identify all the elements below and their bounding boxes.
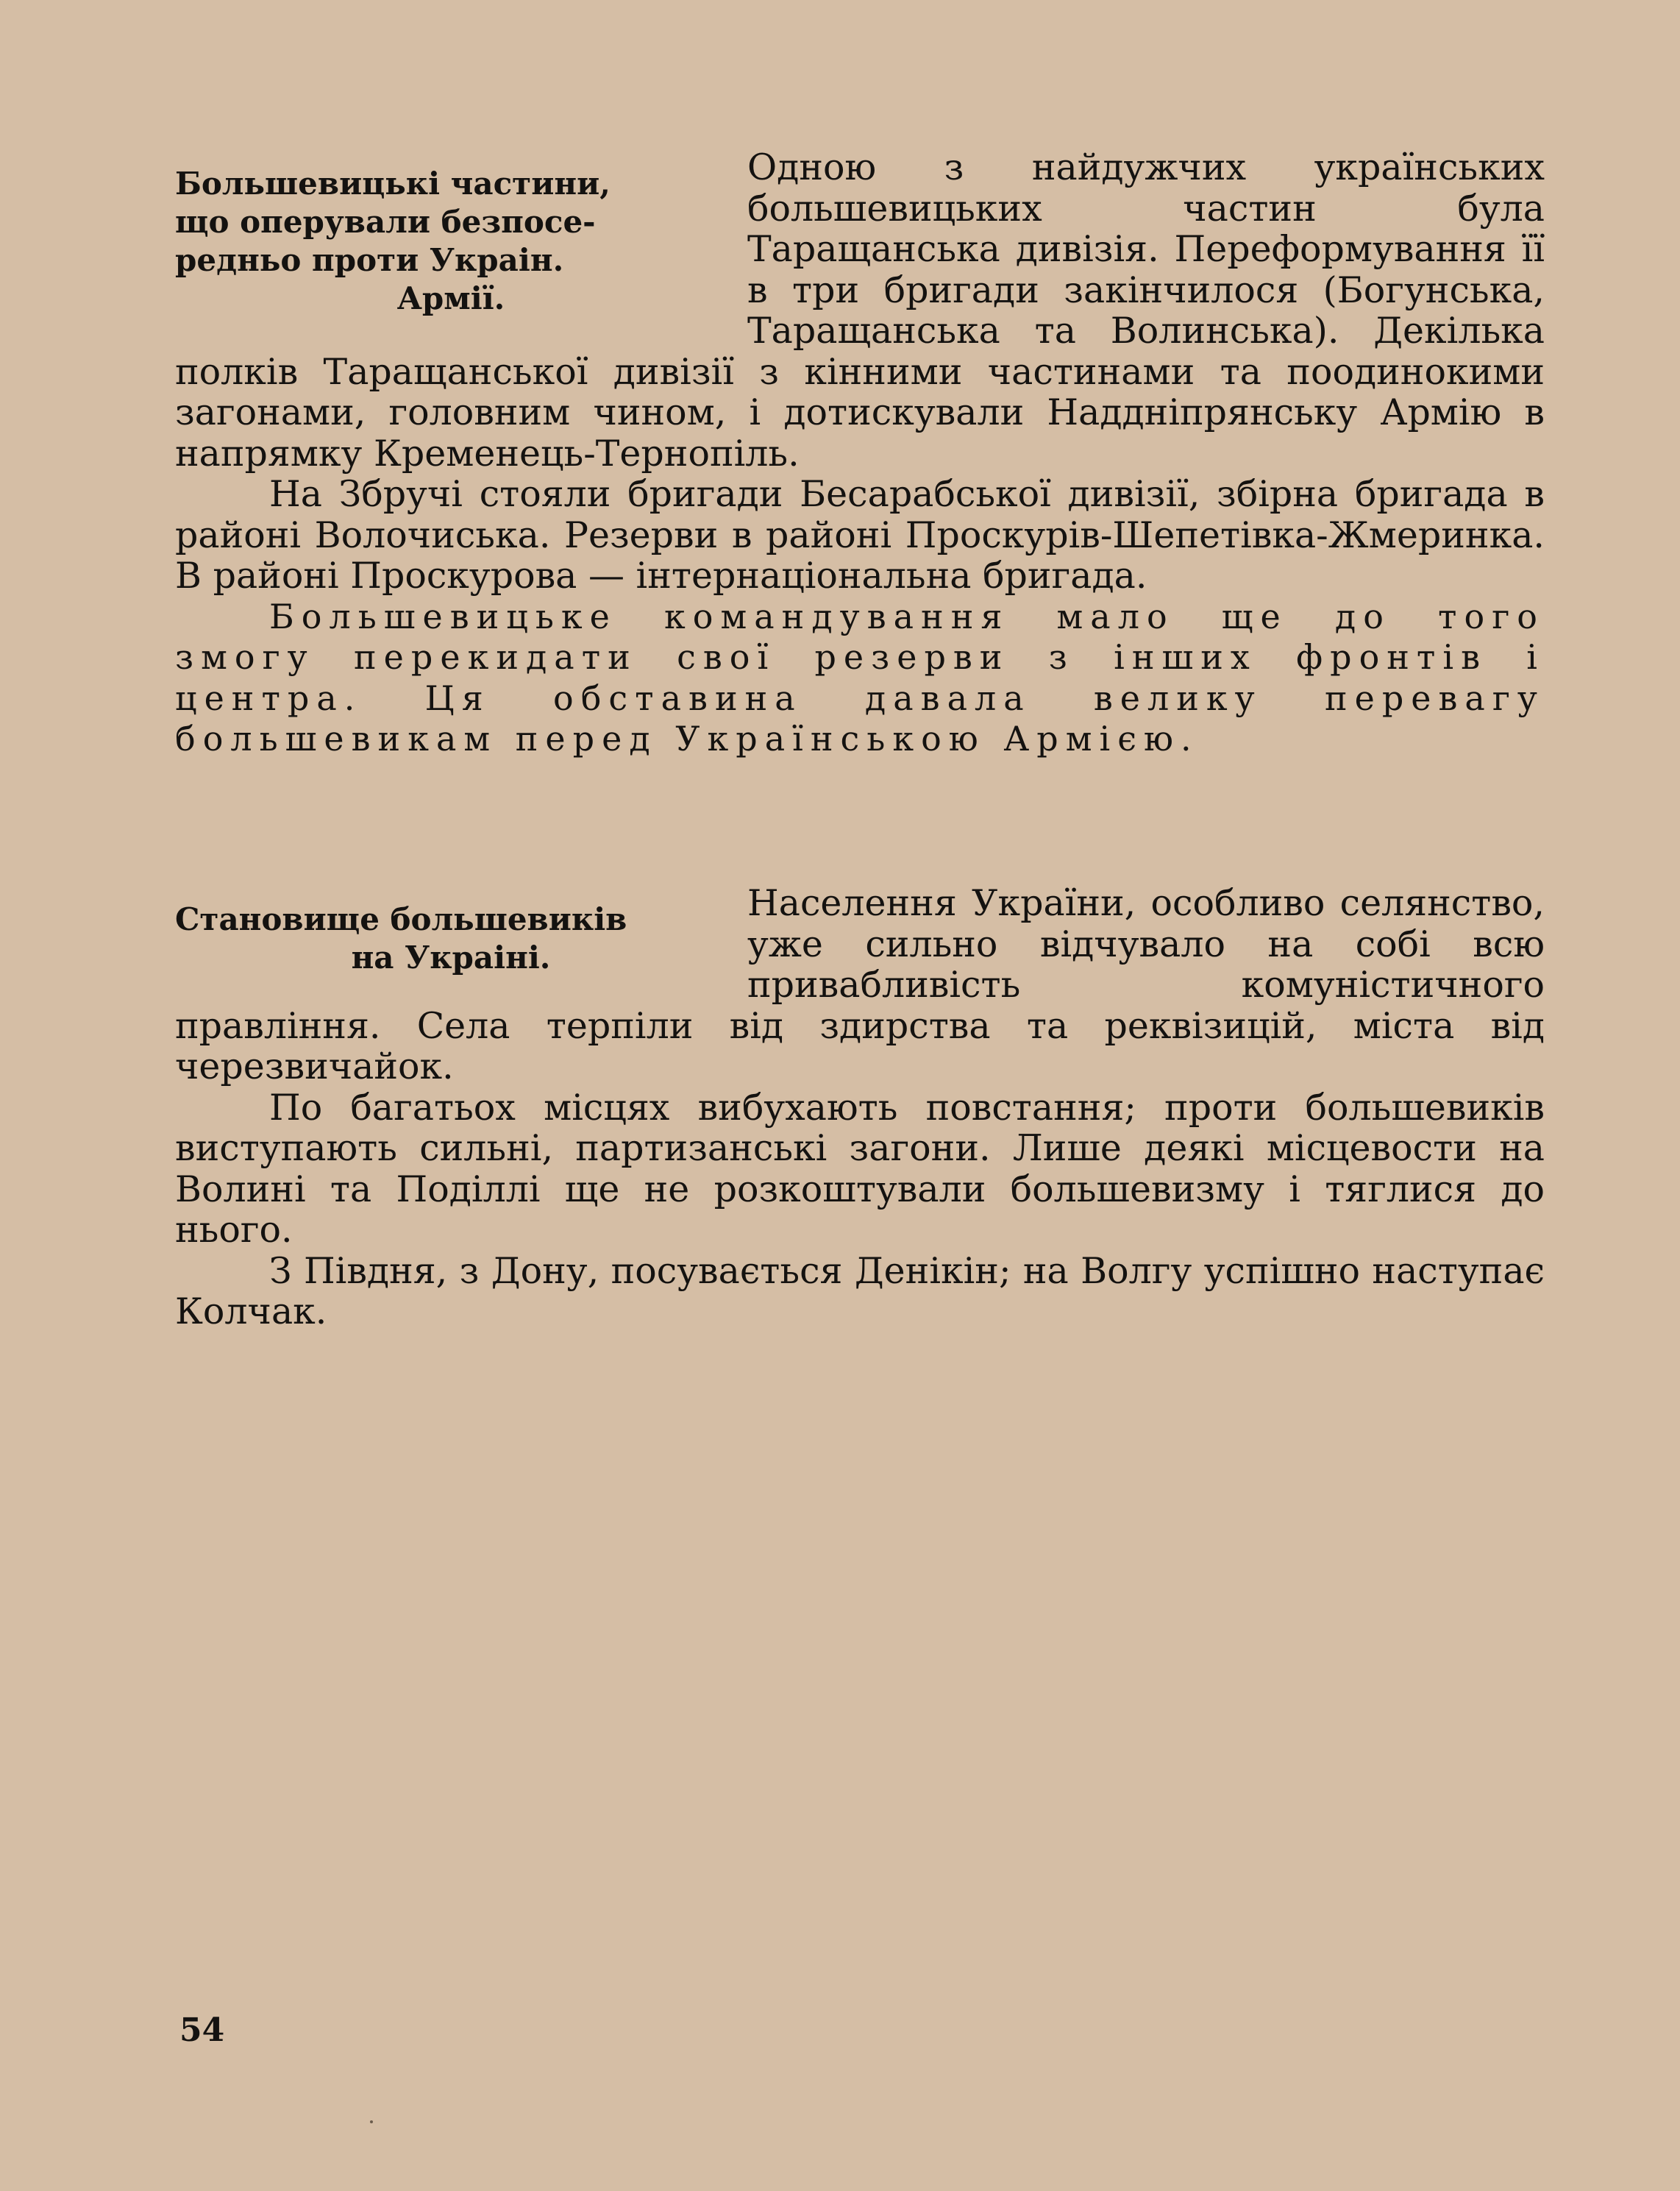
paper-speck bbox=[370, 2120, 373, 2123]
section-bolshevik-units bbox=[175, 147, 1545, 760]
side-heading bbox=[175, 165, 727, 318]
paragraph: Одною з найдужчих українських большевицьких частин була Таращанська дивізія. Переформування її в три бригади закінчилося (Богунська, Таращанська та Волинська). Декілька полків Таращанської дивізії з кінними частинами та поодинокими загонами, головним чином, і дотискували Наддніпрянську Армію в напрямку Кременець-Тернопіль. bbox=[175, 146, 1545, 475]
paragraph: На Збручі стояли бригади Бесарабської дивізії, збірна бригада в районі Волочиська. Резерви в районі Проскурів-Шепетівка-Жмеринка. В районі Проскурова — інтернаціональна бригада. bbox=[175, 473, 1545, 597]
paragraph: По багатьох місцях вибухають повстання; проти большевиків виступають сильні, партизанські загони. Лише деякі місцевости на Волині та Поділлі ще не розкоштували большевизму і тяглися до нього. bbox=[175, 1086, 1545, 1251]
paragraph: Населення України, особливо селянство, уже сильно відчувало на собі всю привабливість комуністичного правління. Села терпіли від здирства та реквізицій, міста від черезвичайок. bbox=[175, 882, 1545, 1087]
side-heading-line: редньо проти Украін. bbox=[175, 242, 564, 278]
side-heading-line: Становище большевиків bbox=[175, 901, 627, 937]
side-heading-line: що оперували безпосе- bbox=[175, 204, 596, 240]
page-number: 54 bbox=[179, 2011, 225, 2049]
side-heading-line: Армії. bbox=[396, 280, 505, 316]
section-bolshevik-situation bbox=[175, 883, 1545, 1332]
paragraph: З Півдня, з Дону, посувається Денікін; на Волгу успішно наступає Колчак. bbox=[175, 1249, 1545, 1332]
side-heading bbox=[175, 901, 727, 977]
side-heading-line: Большевицькі частини, bbox=[175, 166, 611, 202]
paragraph: Большевицьке командування мало ще до того змогу перекидати свої резерви з інших фронтів і центра. Ця обставина давала велику перевагу большевикам перед Українською Армією. bbox=[175, 596, 1545, 759]
side-heading-line: на Украіні. bbox=[351, 940, 551, 976]
